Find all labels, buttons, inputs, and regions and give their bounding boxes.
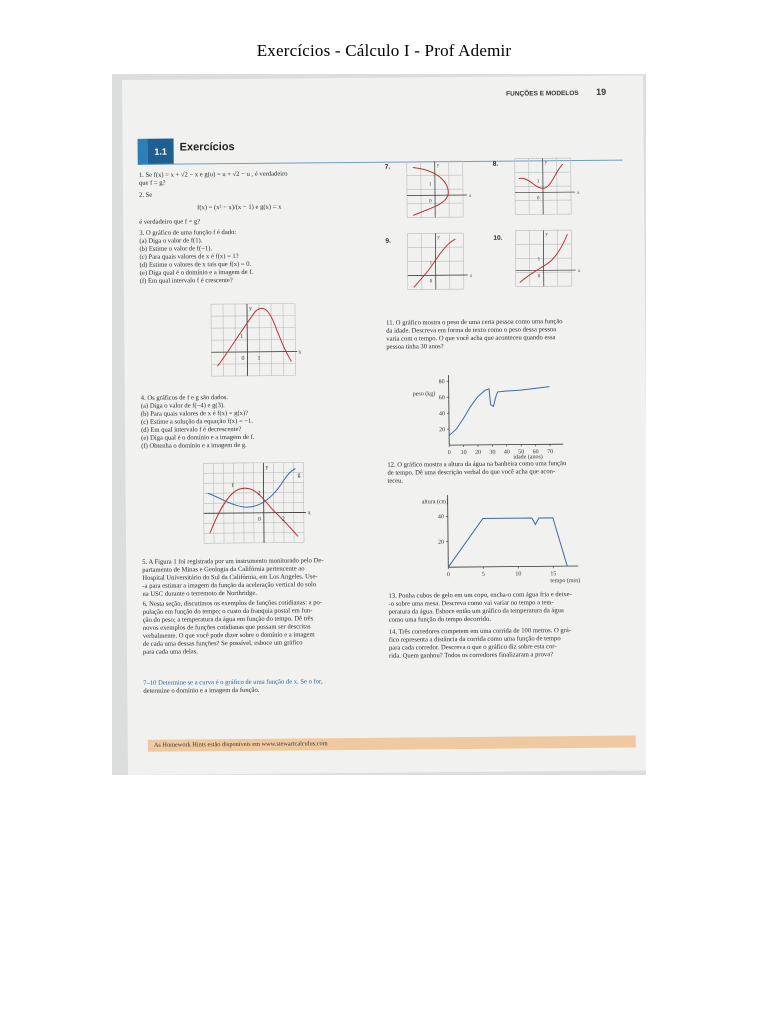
ex1-line2: que f = g? xyxy=(138,179,166,187)
g7-y: y xyxy=(436,163,440,169)
ch11-ytick-label: 80 xyxy=(438,379,445,386)
ex5-line3: Hospital Universitário do Sul da Califórnia, em Los Angeles. Use- xyxy=(142,573,318,582)
ex13-line2: -o sobre uma mesa. Descreva como vai variar no tempo a tem- xyxy=(388,599,554,608)
g9-one: 1 xyxy=(429,261,433,267)
g4-y-label: y xyxy=(265,464,269,471)
ex2-line1: 2. Se xyxy=(138,191,153,199)
ex14-line2: fico representa a distância da corrida como uma função de tempo xyxy=(388,635,561,644)
ex7-number: 7. xyxy=(384,163,391,171)
ch11-xtick-label: 40 xyxy=(503,449,510,456)
ch11-xtick-label: 30 xyxy=(489,449,496,456)
graph-ex8 xyxy=(515,158,586,221)
g10-y: y xyxy=(545,232,548,238)
ex6-line2: pulação em função do tempo; o custo da franquia postal em fun- xyxy=(142,607,313,616)
ex4-f: (f) Obtenha o domínio e a imagem de g. xyxy=(141,441,247,450)
ex6-line1: 6. Nesta seção, discutimos os exemplos de funções cotidianas: a po- xyxy=(142,599,323,608)
g4-zero: 0 xyxy=(257,516,261,523)
ex5-line1: 5. A Figura 1 foi registrada por um instrumento monitorado pelo De- xyxy=(142,557,324,566)
g3-one-x: 1 xyxy=(257,355,261,362)
ex4-a: (a) Diga o valor de f(−4) e g(3). xyxy=(140,402,225,410)
document-title: Exercícios - Cálculo I - Prof Ademir xyxy=(256,41,512,60)
ex14-line4: rida. Quem ganhou? Todos os corredores finalizaram a prova? xyxy=(389,651,554,660)
g10-one: 1 xyxy=(537,257,541,263)
ch12-ytick-label: 40 xyxy=(437,514,444,521)
g10-x: x xyxy=(577,269,581,275)
ch11-xtick-label: 0 xyxy=(447,450,451,457)
g7-zero: 0 xyxy=(429,199,432,205)
graph-ex9 xyxy=(407,233,478,296)
ex6-line3: ção do peso; a temperatura da água em função do tempo. Dê três xyxy=(142,615,314,624)
ex3-b: (b) Estime o valor de f(−1). xyxy=(139,245,213,253)
ch11-ytick-label: 60 xyxy=(438,395,445,402)
chart-ex12 xyxy=(422,492,593,583)
chart-ex11 xyxy=(403,372,574,461)
g8-x: x xyxy=(576,191,580,197)
ex6-line5: verbalmente. O que você pode dizer sobre o domínio e a imagem xyxy=(142,631,315,640)
g4-f-label: f xyxy=(231,483,234,490)
ch12-xtick-label: 10 xyxy=(515,571,522,578)
section-title: Exercícios xyxy=(179,141,235,154)
ch11-x-axis xyxy=(449,444,563,445)
ex14-line1: 14. Três corredores competem em uma corrida de 100 metros. O grá- xyxy=(388,627,572,636)
ch11-xtick-label: 50 xyxy=(518,449,525,456)
ex13-line4: como uma função do tempo decorrido. xyxy=(388,615,491,624)
ch11-xtick-label: 20 xyxy=(475,449,482,456)
ch11-ytick-label: 40 xyxy=(438,411,445,418)
graph-ex4 xyxy=(203,462,311,551)
ex3-c: (c) Para quais valores de x é f(x) = 1? xyxy=(139,252,239,261)
ex2-line3: é verdadeiro que f = g? xyxy=(139,218,201,226)
g9-x: x xyxy=(469,273,473,279)
ch12-x-axis xyxy=(448,566,578,567)
ex11-line1: 11. O gráfico mostra o peso de uma certa pessoa como uma função xyxy=(386,318,563,327)
ch12-xtick-label: 5 xyxy=(481,571,485,578)
ex11-line4: pessoa tinha 30 anos? xyxy=(386,343,444,351)
ex5-line5: na USC durante o terremoto de Northridge. xyxy=(142,589,257,598)
running-head: FUNÇÕES E MODELOS xyxy=(506,90,579,98)
ex11-line2: da idade. Descreva em forma de texto como o peso dessa pessoa xyxy=(386,326,557,335)
g3-y-label: y xyxy=(248,305,253,312)
ch12-xlabel: tempo (min) xyxy=(550,578,581,585)
ex3-a: (a) Diga o valor de f(1). xyxy=(139,237,203,245)
ch12-series-line xyxy=(448,518,567,567)
ex6-line6: de cada uma dessas funções? Se possível, esboce um gráfico xyxy=(142,639,303,648)
ex12-line1: 12. O gráfico mostra a altura da água na banheira como uma função xyxy=(387,460,567,469)
ex3-line1: 3. O gráfico de uma função f é dado: xyxy=(139,229,237,237)
ch11-xtick-label: 60 xyxy=(532,449,539,456)
ex2-formula: f(x) = (x² − x)/(x − 1) e g(x) = x xyxy=(197,203,282,212)
ex4-d: (d) Em qual intervalo f é decrescente? xyxy=(141,425,242,434)
ch12-ylabel: altura (cm) xyxy=(421,499,449,506)
g4-g-label: g xyxy=(297,472,301,479)
ex4-b: (b) Para quais valores de x é f(x) = g(x)? xyxy=(140,409,249,418)
g8-y: y xyxy=(544,160,548,166)
ex5-line2: partamento de Minas e Geologia da Califórnia pertencente ao xyxy=(142,565,305,574)
g9-zero: 0 xyxy=(429,279,433,285)
g9-y: y xyxy=(437,235,440,241)
textbook-page xyxy=(122,75,646,775)
ex3-f: (f) Em qual intervalo f é crescente? xyxy=(139,277,233,285)
ex12-line2: de tempo. Dê uma descrição verbal do que você acha que acon- xyxy=(387,468,556,477)
ex3-d: (d) Estime o valores de x tais que f(x) = 0. xyxy=(139,260,252,269)
ch11-series-line xyxy=(449,387,550,436)
ch12-y-axis xyxy=(448,495,449,567)
ex13-line1: 13. Ponha cubos de gelo em um copo, encha-o com água fria e deixe- xyxy=(388,591,572,600)
ex7-10-line1: 7–10 Determine se a curva é o gráfico de uma função de x. Se o for, xyxy=(143,678,323,687)
ex10-number: 10. xyxy=(493,234,503,242)
ch12-xtick-label: 0 xyxy=(446,572,450,579)
ch11-y-axis xyxy=(449,375,450,445)
g3-x-label: x xyxy=(298,349,302,356)
section-bar xyxy=(138,139,148,165)
ch11-ytick-label: 20 xyxy=(439,427,446,434)
g7-one: 1 xyxy=(428,182,432,188)
graph-ex7 xyxy=(407,161,478,224)
section-number: 1.1 xyxy=(148,139,174,165)
ex4-e: (e) Diga qual é o domínio e a imagem de f. xyxy=(141,433,255,442)
ex9-number: 9. xyxy=(385,237,391,245)
footnote-text: As Homework Hints estão disponíveis em www.stewartcalculus.com xyxy=(153,740,328,749)
ex13-line3: peratura da água. Esboce então um gráfico da temperatura da água xyxy=(388,607,564,616)
ex4-c: (c) Estime a solução da equação f(x) = −1. xyxy=(140,417,253,426)
g3-zero: 0 xyxy=(241,355,245,362)
ex7-10-line2: determine o domínio e a imagem da função. xyxy=(143,686,260,695)
scanned-photo xyxy=(112,74,646,775)
ex14-line3: para cada corredor. Descreva o que o gráfico diz sobre esta cor- xyxy=(388,643,557,652)
ex11-line3: varia com o tempo. O que você acha que aconteceu quando essa xyxy=(386,334,556,343)
ex8-number: 8. xyxy=(492,160,499,168)
ex3-e: (e) Diga qual é o domínio e a imagem de f. xyxy=(139,268,254,277)
g10-zero: 0 xyxy=(537,274,541,280)
g3-one-y: 1 xyxy=(240,333,244,340)
ch11-ylabel: peso (kg) xyxy=(412,391,436,398)
g4-two-y: 2 xyxy=(257,490,261,497)
ch11-xlabel: idade (anos) xyxy=(513,454,543,461)
g4-x-label: x xyxy=(307,510,311,517)
graph-ex10 xyxy=(515,230,586,293)
ch12-ytick-label: 20 xyxy=(438,539,445,546)
ex1-line1: 1. Se f(x) = x + √2 − x e g(u) = u + √2 − u , é verdadeiro xyxy=(138,170,288,179)
ex6-line7: para cada uma delas. xyxy=(142,648,198,656)
ex12-line3: teceu. xyxy=(387,477,404,485)
g4-two-x: 2 xyxy=(281,516,285,523)
ex4-line1: 4. Os gráficos de f e g são dados. xyxy=(140,394,228,402)
ch11-xtick-label: 10 xyxy=(460,450,467,457)
ex5-line4: -a para estimar a imagem da função da aceleração vertical do solo xyxy=(142,581,317,590)
graph-ex3 xyxy=(211,303,304,386)
g8-zero: 0 xyxy=(537,196,540,202)
ch11-xtick-label: 70 xyxy=(547,449,554,456)
g8-one: 1 xyxy=(536,179,540,185)
ch12-xtick-label: 15 xyxy=(550,571,557,578)
ex6-line4: novos exemplos de funções cotidianas que possam ser descritas xyxy=(142,623,311,632)
page-number: 19 xyxy=(596,86,607,97)
g7-x: x xyxy=(469,193,472,199)
